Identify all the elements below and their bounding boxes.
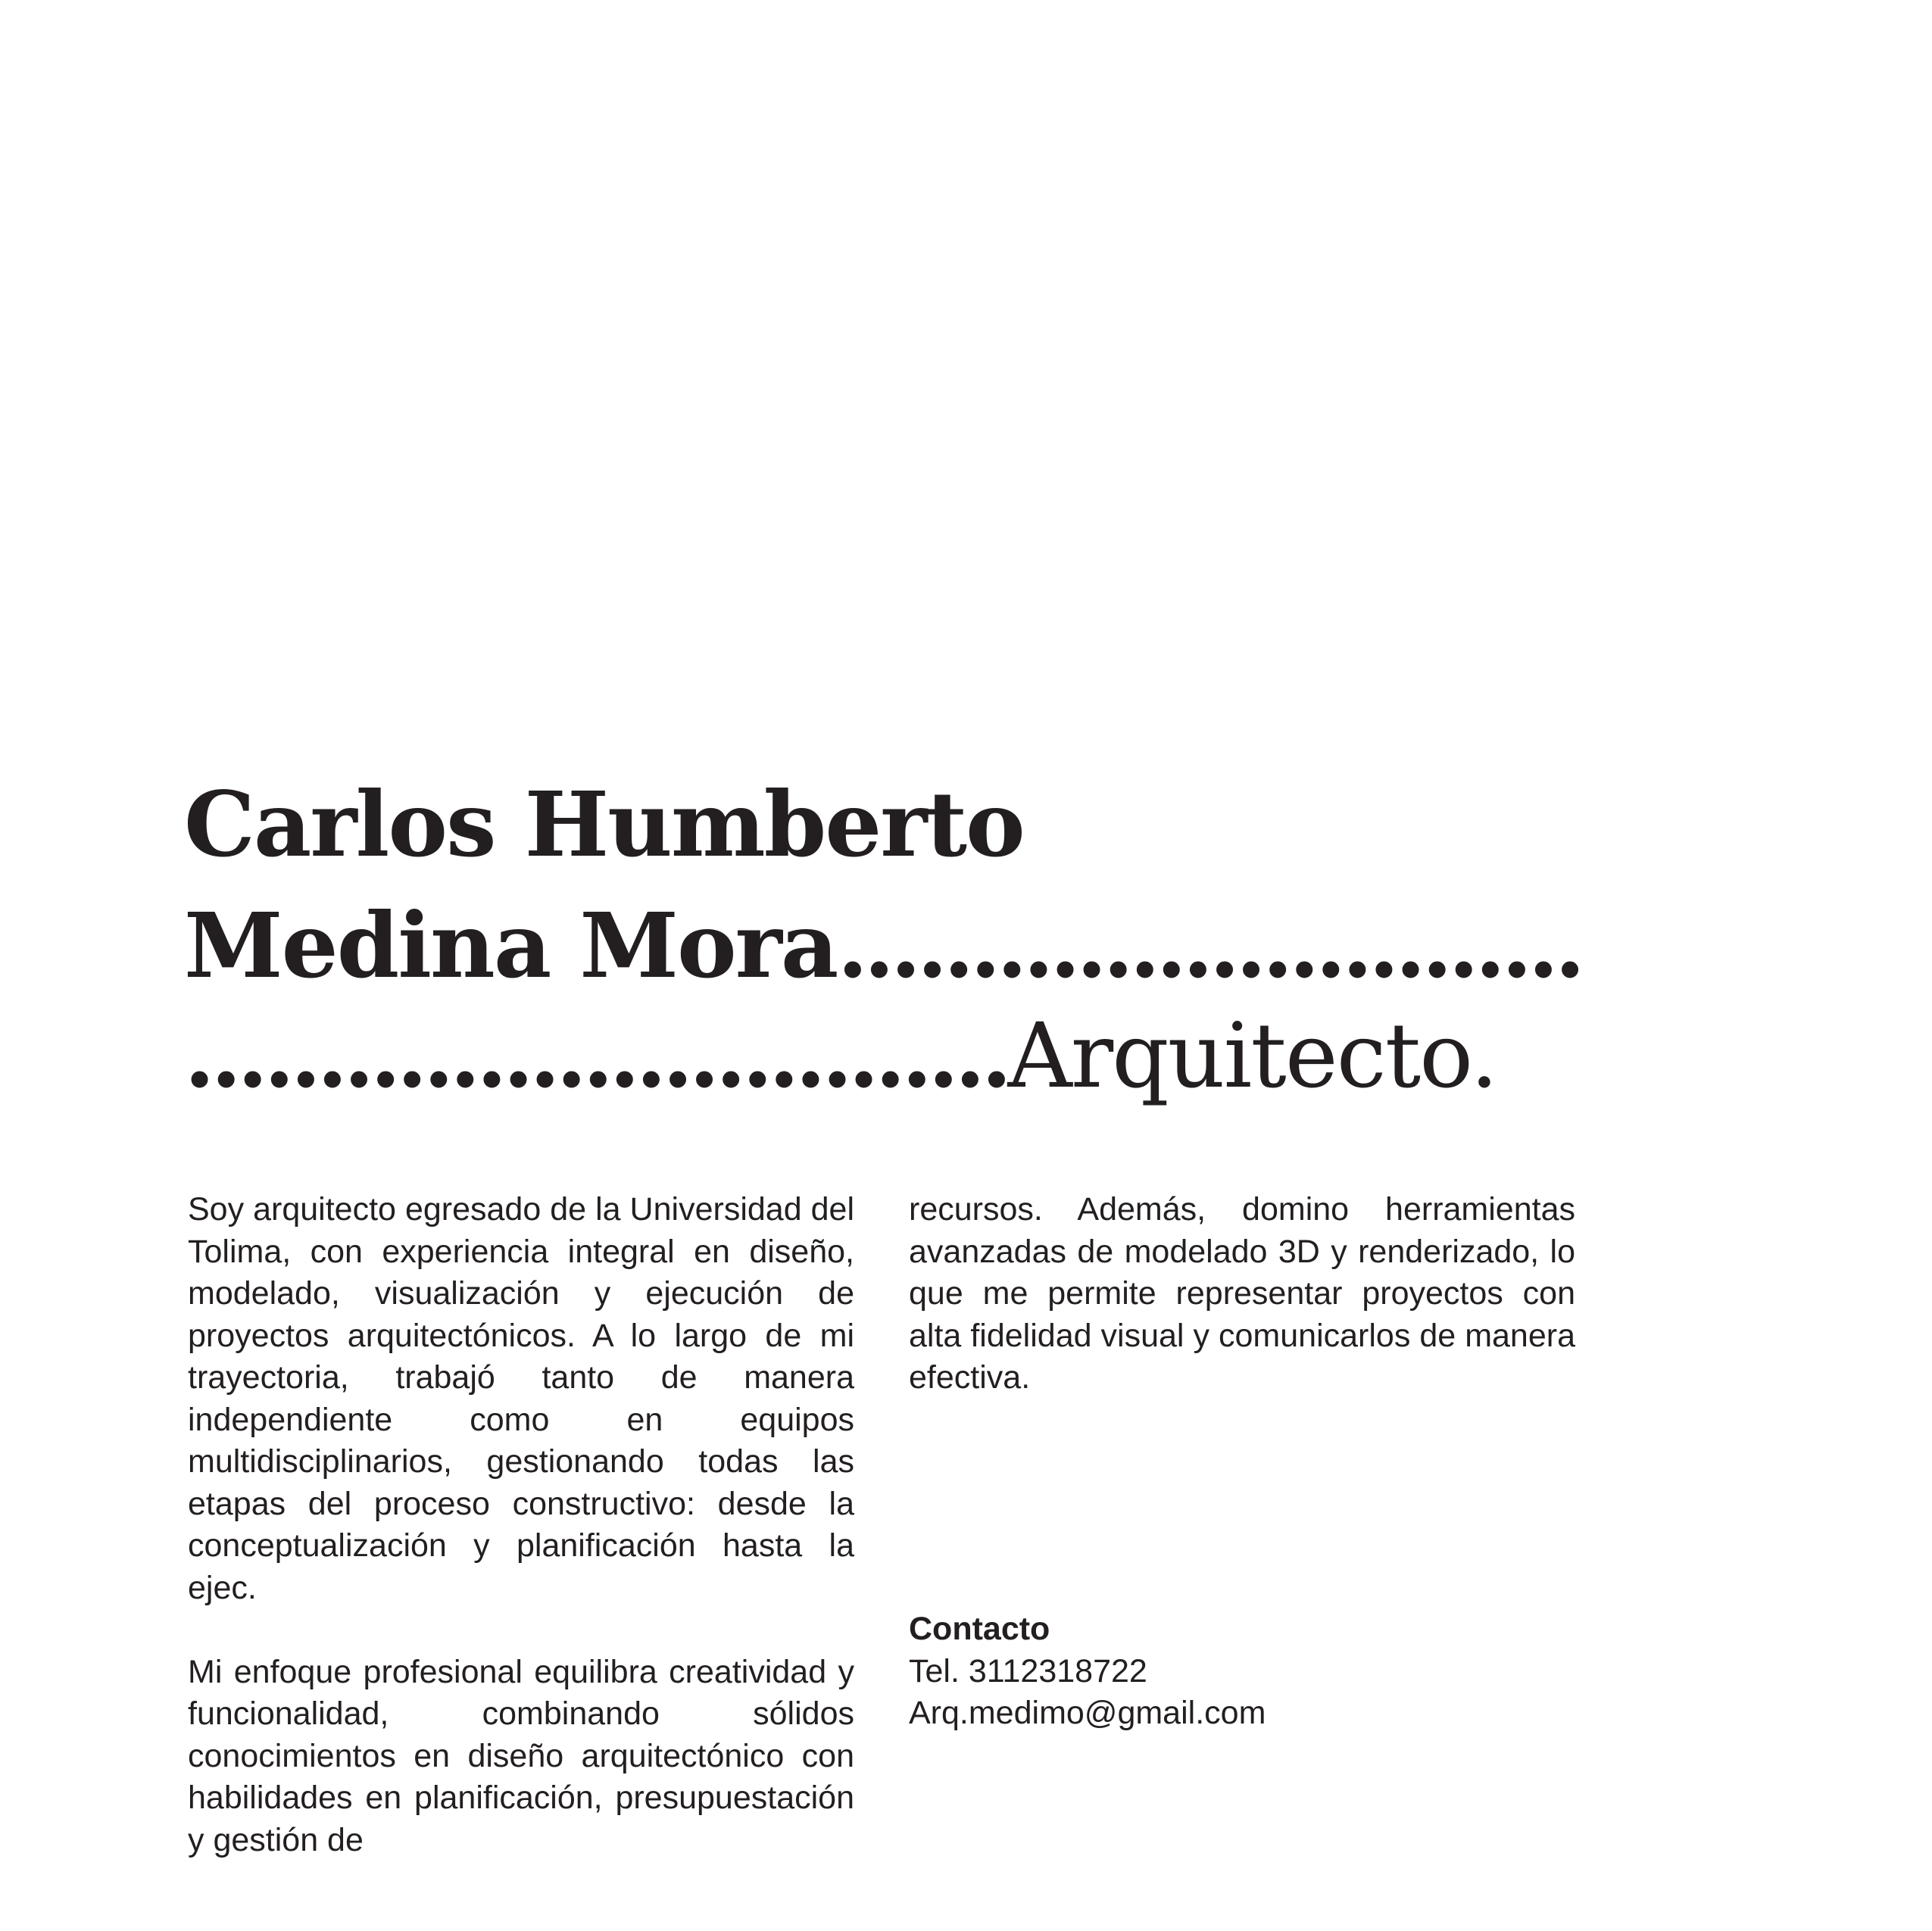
name-first-text: Carlos Humberto — [184, 772, 1024, 877]
name-second-text: Medina Mora — [184, 893, 838, 998]
contact-email: Arq.medimo@gmail.com — [909, 1695, 1266, 1731]
bio-left-column — [188, 1189, 854, 1861]
bio-paragraph-2: Mi enfoque profesional equilibra creatividad y funcionalidad, combinando sólidos conocimientos en diseño arquitectónico con habilidades en planificación, presupuestación y gestión de — [188, 1653, 854, 1858]
bio-paragraph-3: recursos. Además, domino herramientas avanzadas de modelado 3D y renderizado, lo que me permite representar proyectos con alta fidelidad visual y comunicarlos de manera efectiva. — [909, 1191, 1575, 1396]
contact-heading: Contacto — [909, 1611, 1050, 1647]
contact-phone: Tel. 3112318722 — [909, 1652, 1147, 1689]
profession-title: Arquitecto. — [1007, 1003, 1497, 1108]
contact-block — [909, 1608, 1266, 1735]
profession-line — [184, 1003, 1497, 1108]
name-first-line — [184, 772, 1024, 877]
bio-paragraph-1: Soy arquitecto egresado de la Universidad del Tolima, con experiencia integral en diseño, modelado, visualización y ejecución de proyectos arquitectónicos. A lo largo de mi trayectoria, trabajó tanto de manera independiente como en equipos multidisciplinarios, gestionando todas las etapas del proceso constructivo: desde la conceptualización y planificación hasta la ejec. — [188, 1191, 854, 1606]
profession-leader-dots: ............................... — [184, 1003, 1008, 1108]
name-leader-dots: ............................ — [837, 893, 1581, 998]
bio-right-column — [909, 1189, 1575, 1399]
name-second-line — [184, 893, 1581, 998]
